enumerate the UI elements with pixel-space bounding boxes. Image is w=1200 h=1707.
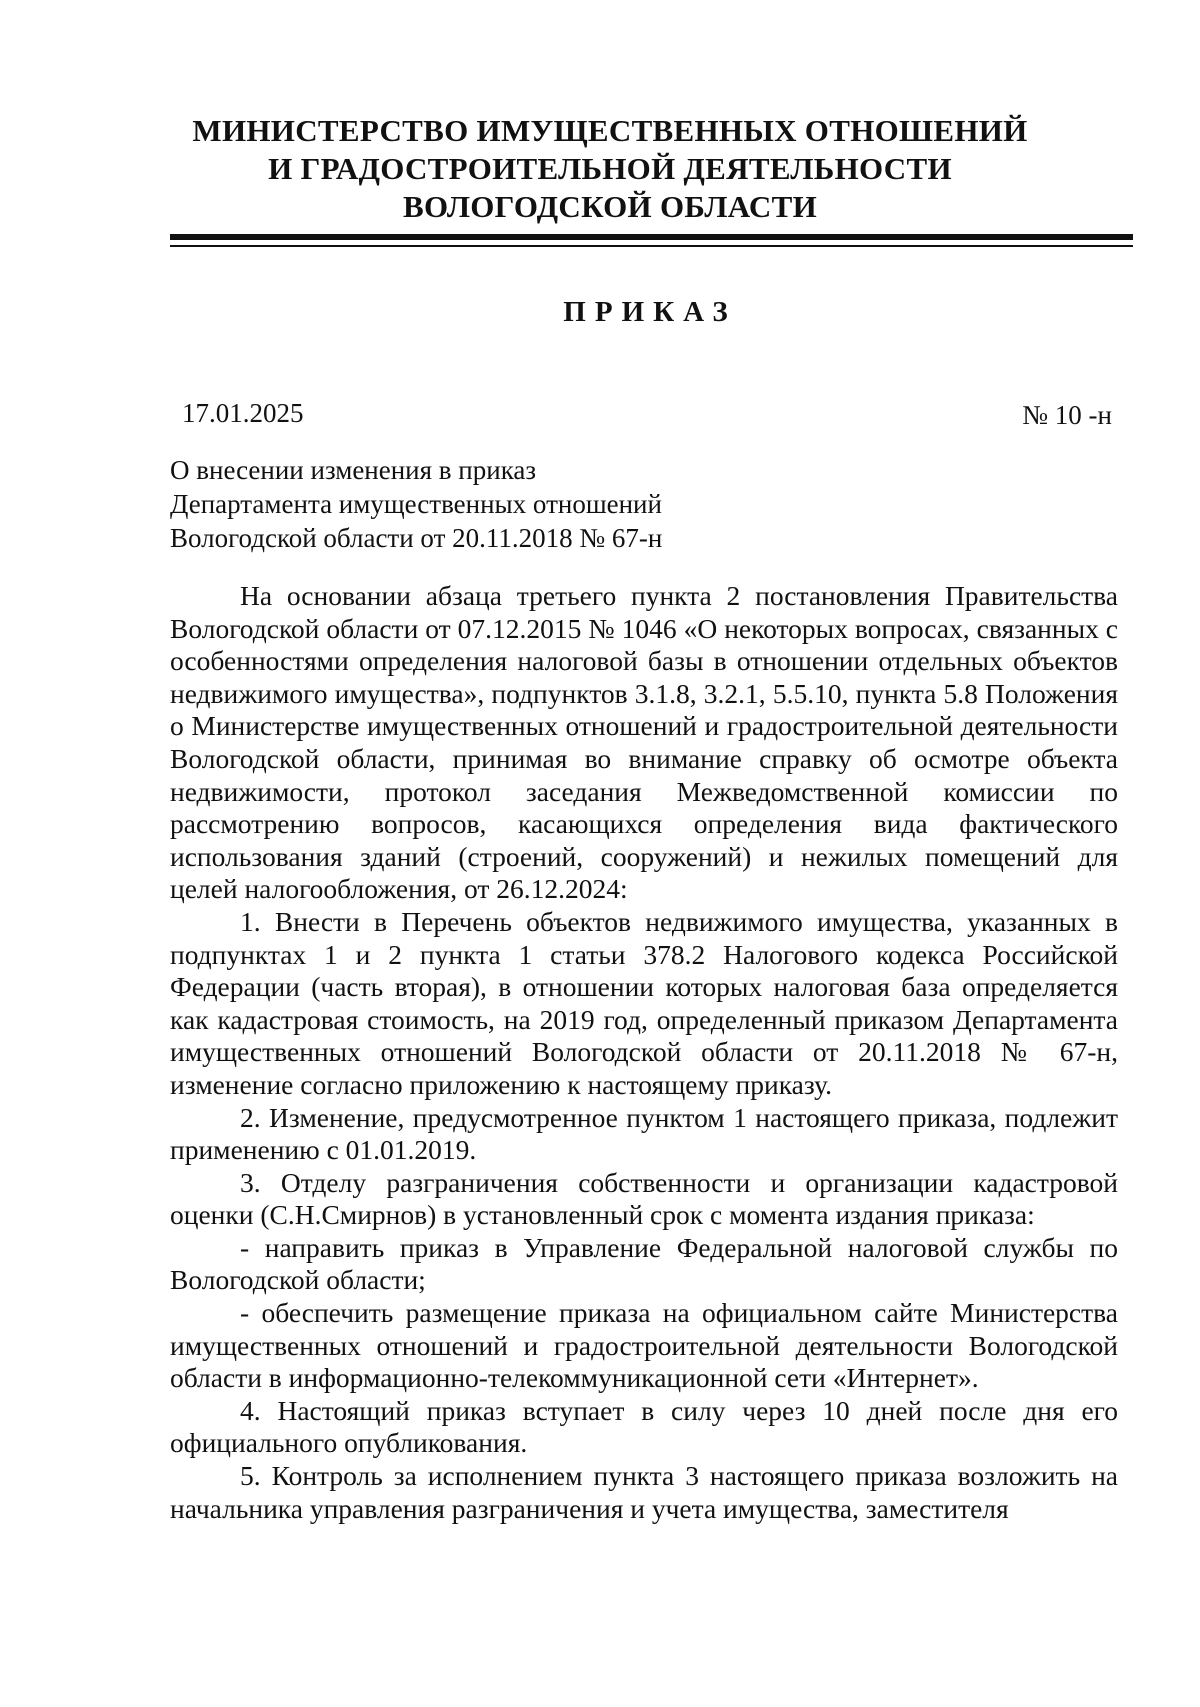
document-date: 17.01.2025	[182, 398, 304, 428]
subject-line: О внесении изменения в приказ	[170, 455, 537, 485]
ministry-header-line: И ГРАДОСТРОИТЕЛЬНОЙ ДЕЯТЕЛЬНОСТИ	[268, 151, 952, 186]
ministry-header	[160, 112, 1060, 226]
document-body	[170, 580, 1118, 1525]
document-type-title: ПРИКАЗ	[563, 296, 737, 328]
clause-5-paragraph: 5. Контроль за исполнением пункта 3 настоящего приказа возложить на начальника управления разграничения и учета имущества, заместителя	[170, 1460, 1118, 1524]
ministry-header-line: МИНИСТЕРСТВО ИМУЩЕСТВЕННЫХ ОТНОШЕНИЙ	[192, 113, 1028, 148]
clause-3-item-2: - обеспечить размещение приказа на официальном сайте Министерства имущественных отношений и градостроительной деятельности Вологодской области в информационно-телекоммуникационной сети «Интернет».	[170, 1297, 1118, 1394]
document-subject	[170, 453, 662, 555]
subject-line: Департамента имущественных отношений	[170, 489, 662, 519]
clause-1-paragraph: 1. Внести в Перечень объектов недвижимого имущества, указанных в подпунктах 1 и 2 пункта 1 статьи 378.2 Налогового кодекса Российской Федерации (часть вторая), в отношении которых налоговая база определяется как кадастровая стоимость, на 2019 год, определенный приказом Департамента имущественных отношений Вологодской области от 20.11.2018 № 67-н, изменение согласно приложению к настоящему приказу.	[170, 905, 1118, 1100]
ministry-header-line: ВОЛОГОДСКОЙ ОБЛАСТИ	[402, 189, 818, 224]
preamble-paragraph: На основании абзаца третьего пункта 2 постановления Правительства Вологодской области от 07.12.2015 № 1046 «О некоторых вопросах, связанных с особенностями определения налоговой базы в отношении отдельных объектов недвижимого имущества», подпунктов 3.1.8, 3.2.1, 5.5.10, пункта 5.8 Положения о Министерстве имущественных отношений и градостроительной деятельности Вологодской области, принимая во внимание справку об осмотре объекта недвижимости, протокол заседания Межведомственной комиссии по рассмотрению вопросов, касающихся определения вида фактического использования зданий (строений, сооружений) и нежилых помещений для целей налогообложения, от 26.12.2024:	[170, 580, 1118, 905]
document-number: № 10 -н	[1022, 400, 1112, 430]
clause-4-paragraph: 4. Настоящий приказ вступает в силу через 10 дней после дня его официального опубликования.	[170, 1394, 1118, 1459]
clause-3-item-1: - направить приказ в Управление Федеральной налоговой службы по Вологодской области;	[170, 1231, 1118, 1296]
clause-3-paragraph: 3. Отделу разграничения собственности и организации кадастровой оценки (С.Н.Смирнов) в установленный срок с момента издания приказа:	[170, 1166, 1118, 1231]
header-divider-thin	[170, 245, 1133, 247]
subject-line: Вологодской области от 20.11.2018 № 67-н	[170, 523, 663, 553]
clause-2-paragraph: 2. Изменение, предусмотренное пунктом 1 настоящего приказа, подлежит применению с 01.01.2019.	[170, 1101, 1118, 1166]
header-divider-thick	[170, 234, 1133, 240]
